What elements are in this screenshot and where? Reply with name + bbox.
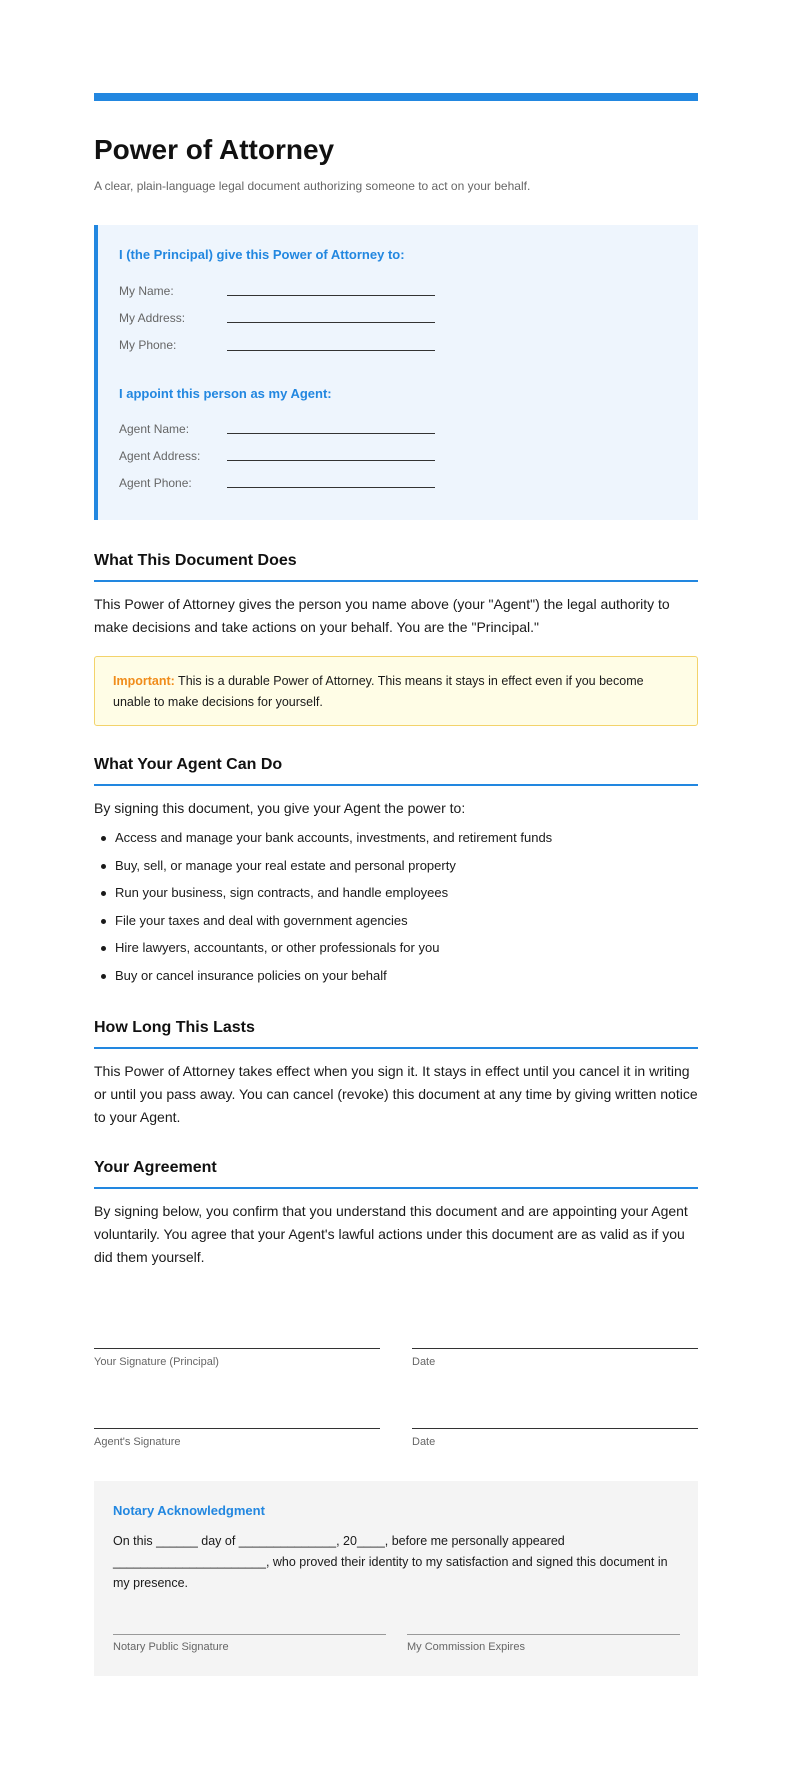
list-item-text: Access and manage your bank accounts, investments, and retirement funds	[115, 830, 553, 845]
agent-address-field[interactable]	[227, 460, 435, 461]
section-body-what: This Power of Attorney gives the person you name above (your "Agent") the legal authority to make decisions and take actions on your behalf. You are the "Principal."	[94, 596, 670, 635]
bullet-icon	[101, 864, 106, 869]
notary-title: Notary Acknowledgment	[113, 1503, 265, 1518]
agent-powers-list	[115, 829, 695, 994]
commission-expires-line[interactable]	[407, 1634, 680, 1635]
bullet-icon	[101, 946, 106, 951]
list-item	[115, 939, 695, 967]
principal-date-line[interactable]	[412, 1348, 698, 1349]
principal-name-field[interactable]	[227, 295, 435, 296]
party-info-box	[94, 225, 698, 520]
section-body-duration: This Power of Attorney takes effect when you sign it. It stays in effect until you cancel it in writing or until you pass away. You can cancel (revoke) this document at any time by giving written notice to your Agent.	[94, 1063, 698, 1125]
principal-phone-label: My Phone:	[119, 338, 177, 352]
agent-signature-label: Agent's Signature	[94, 1436, 181, 1448]
principal-heading: I (the Principal) give this Power of Attorney to:	[119, 247, 405, 262]
notary-signature-line[interactable]	[113, 1634, 386, 1635]
bullet-icon	[101, 891, 106, 896]
section-rule	[94, 1187, 698, 1189]
principal-address-field[interactable]	[227, 322, 435, 323]
agent-date-label: Date	[412, 1436, 436, 1448]
top-accent-bar	[94, 93, 698, 101]
document-title: Power of Attorney	[94, 134, 335, 165]
commission-expires-label: My Commission Expires	[407, 1641, 525, 1653]
list-item	[115, 884, 695, 912]
list-item	[115, 857, 695, 885]
list-item	[115, 829, 695, 857]
agent-phone-label: Agent Phone:	[119, 476, 192, 490]
list-item-text: File your taxes and deal with government agencies	[115, 912, 408, 928]
agent-heading: I appoint this person as my Agent:	[119, 386, 332, 401]
section-intro-powers: By signing this document, you give your Agent the power to:	[94, 800, 466, 816]
principal-phone-field[interactable]	[227, 350, 435, 351]
principal-signature-label: Your Signature (Principal)	[94, 1356, 219, 1368]
list-item	[115, 967, 695, 995]
section-rule	[94, 580, 698, 582]
bullet-icon	[101, 919, 106, 924]
agent-date-line[interactable]	[412, 1428, 698, 1429]
agent-name-label: Agent Name:	[119, 422, 190, 436]
agent-name-field[interactable]	[227, 433, 435, 434]
principal-date-label: Date	[412, 1356, 436, 1368]
agent-address-label: Agent Address:	[119, 449, 201, 463]
section-title-agreement: Your Agreement	[94, 1159, 217, 1176]
bullet-icon	[101, 974, 106, 979]
list-item-text: Buy or cancel insurance policies on your behalf	[115, 967, 387, 983]
notary-section	[94, 1481, 698, 1676]
agent-signature-line[interactable]	[94, 1428, 380, 1429]
principal-address-label: My Address:	[119, 311, 186, 325]
section-rule	[94, 784, 698, 786]
section-body-agreement: By signing below, you confirm that you understand this document and are appointing your Agent voluntarily. You agree that your Agent's lawful actions under this document are as valid as if you did them yourself.	[94, 1203, 688, 1265]
document-subtitle: A clear, plain-language legal document authorizing someone to act on your behalf.	[94, 179, 531, 193]
principal-name-label: My Name:	[119, 284, 174, 298]
list-item	[115, 912, 695, 940]
important-notice	[94, 656, 698, 726]
principal-signature-line[interactable]	[94, 1348, 380, 1349]
notary-signature-label: Notary Public Signature	[113, 1641, 229, 1653]
section-title-duration: How Long This Lasts	[94, 1019, 255, 1036]
list-item-text: Hire lawyers, accountants, or other professionals for you	[115, 940, 440, 955]
list-item-text: Run your business, sign contracts, and handle employees	[115, 885, 449, 900]
section-title-what: What This Document Does	[94, 552, 297, 569]
bullet-icon	[101, 836, 106, 841]
section-rule	[94, 1047, 698, 1049]
list-item-text: Buy, sell, or manage your real estate and personal property	[115, 857, 456, 873]
notary-text: On this ______ day of ______________, 20____, before me personally appeared ______________________, who proved their identity to my satisfaction and signed this document in my presence.	[113, 1534, 668, 1590]
section-title-powers: What Your Agent Can Do	[94, 756, 283, 773]
notice-label: Important:	[113, 674, 175, 688]
notice-text: This is a durable Power of Attorney. This means it stays in effect even if you become unable to make decisions for yourself.	[113, 674, 644, 709]
agent-phone-field[interactable]	[227, 487, 435, 488]
